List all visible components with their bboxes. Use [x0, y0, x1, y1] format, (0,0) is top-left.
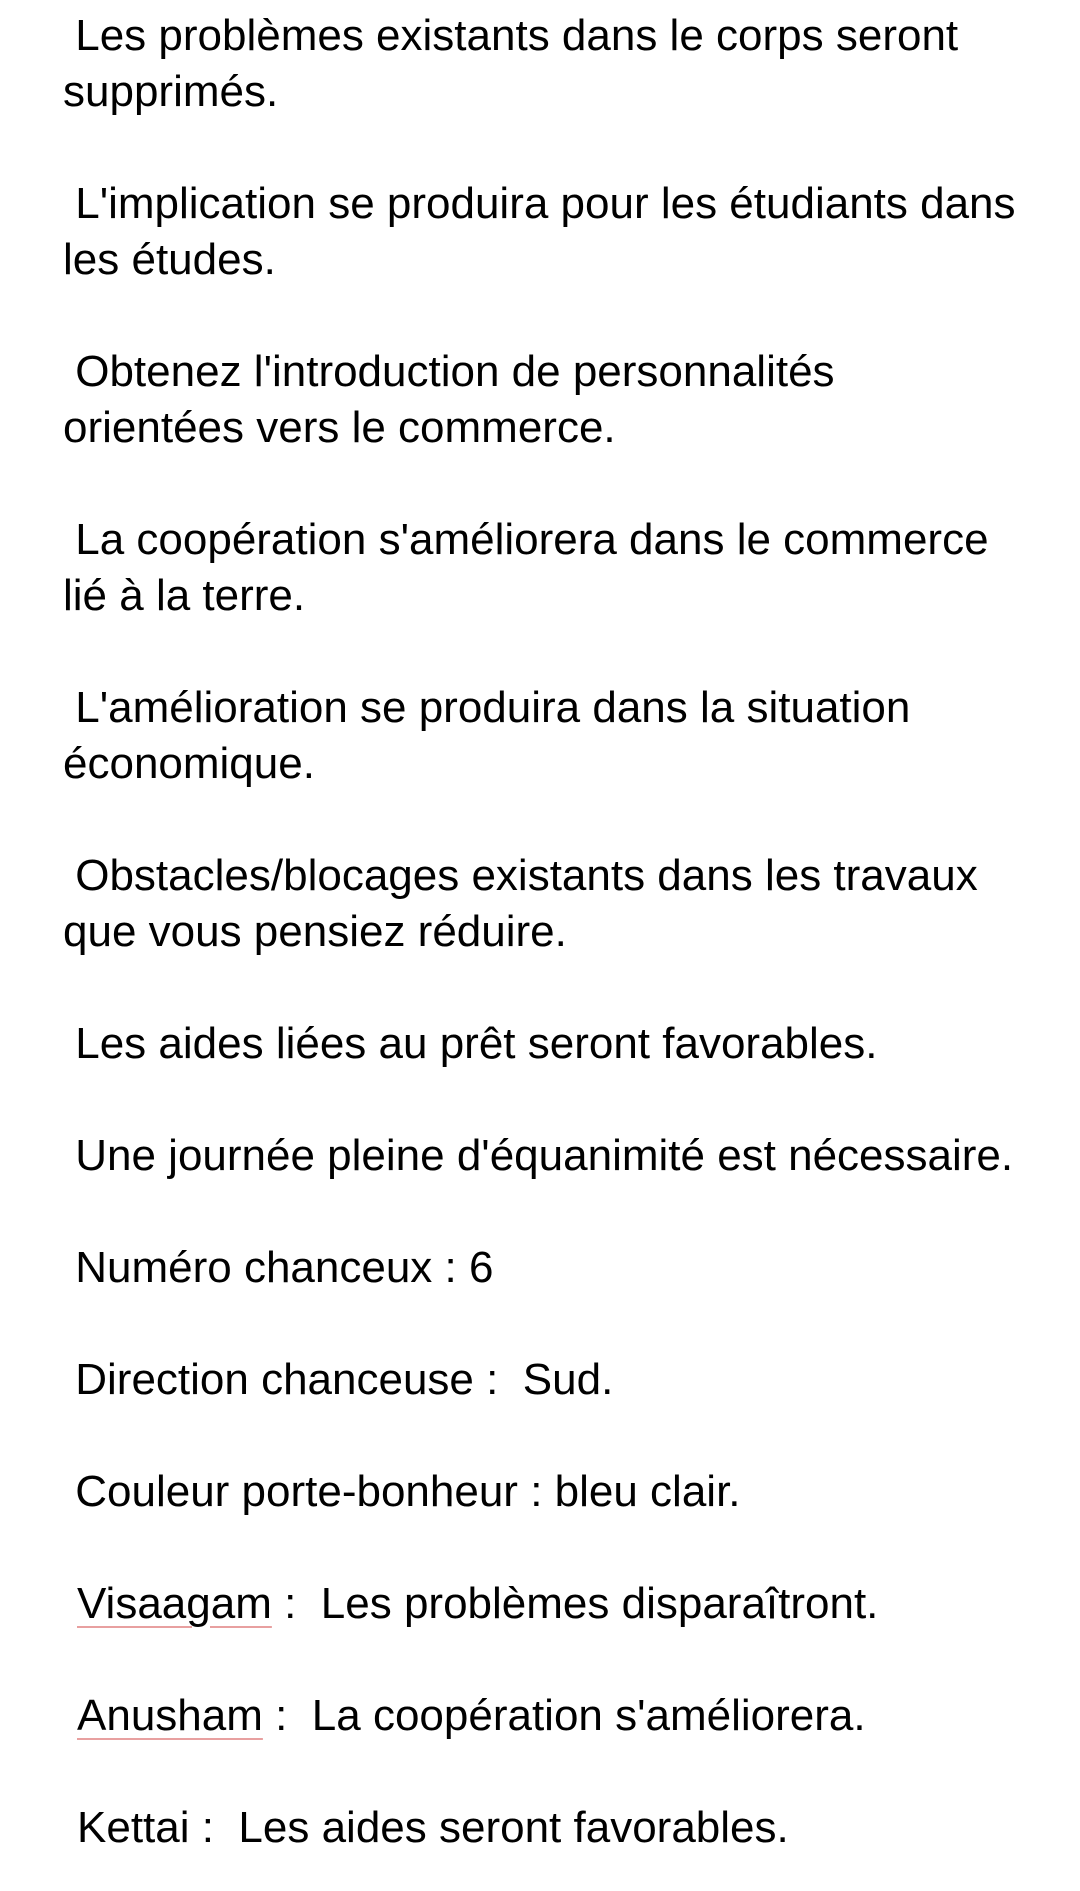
- paragraph-loan: Les aides liées au prêt seront favorables.: [63, 1019, 878, 1068]
- rasi-text-kettai: : Les aides seront favorables.: [189, 1803, 789, 1852]
- rasi-name-anusham: Anusham: [77, 1691, 263, 1740]
- lucky-direction: Direction chanceuse : Sud.: [63, 1355, 614, 1404]
- rasi-name-kettai: Kettai: [77, 1803, 190, 1852]
- document-body: [63, 8, 1028, 1856]
- rasi-text-anusham: : La coopération s'améliorera.: [262, 1691, 866, 1740]
- rasi-line-anusham: [63, 1688, 1023, 1744]
- paragraph-equanimity: Une journée pleine d'équanimité est nécessaire.: [63, 1131, 1014, 1180]
- paragraph-students: L'implication se produira pour les étudiants dans les études.: [63, 179, 1028, 284]
- rasi-line-kettai: [63, 1800, 1023, 1856]
- paragraph-obstacles: Obstacles/blocages existants dans les travaux que vous pensiez réduire.: [63, 851, 990, 956]
- rasi-name-visaagam: Visaagam: [77, 1579, 272, 1628]
- paragraph-introduction: Obtenez l'introduction de personnalités orientées vers le commerce.: [63, 347, 847, 452]
- lucky-number: Numéro chanceux : 6: [63, 1243, 494, 1292]
- paragraph-economy: L'amélioration se produira dans la situation économique.: [63, 683, 923, 788]
- lucky-color: Couleur porte-bonheur : bleu clair.: [63, 1467, 741, 1516]
- paragraph-body-problems: Les problèmes existants dans le corps seront supprimés.: [63, 11, 971, 116]
- rasi-line-visaagam: [63, 1576, 1023, 1632]
- paragraph-cooperation: La coopération s'améliorera dans le commerce lié à la terre.: [63, 515, 1001, 620]
- rasi-text-visaagam: : Les problèmes disparaîtront.: [271, 1579, 879, 1628]
